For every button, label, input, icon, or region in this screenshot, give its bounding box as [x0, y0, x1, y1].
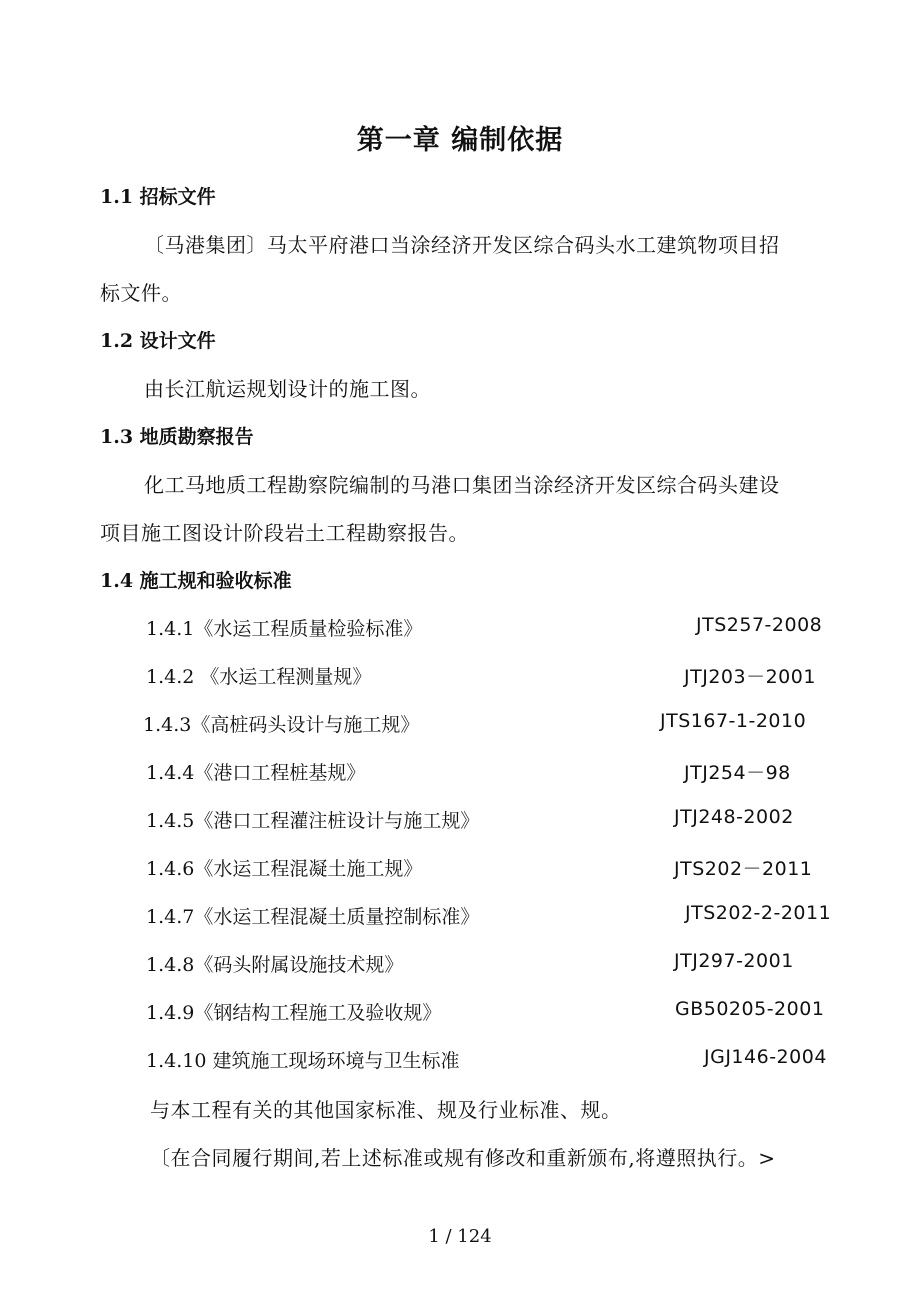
closing-line: 与本工程有关的其他国家标准、规及行业标准、规。 [150, 1098, 622, 1122]
section-heading-1-4: 1.4 施工规和验收标准 [100, 570, 292, 592]
standard-title: 1.4.3《高桩码头设计与施工规》 [143, 714, 420, 736]
paragraph-line: 〔马港集团〕马太平府港口当涂经济开发区综合码头水工建筑物项目招 [144, 233, 780, 257]
standard-title: 1.4.10 建筑施工现场环境与卫生标准 [146, 1050, 460, 1072]
standard-code: JTJ297-2001 [674, 950, 794, 972]
paragraph-line: 项目施工图设计阶段岩土工程勘察报告。 [100, 521, 469, 545]
page-number: 1 / 124 [428, 1226, 492, 1247]
standard-code: JTJ203－2001 [684, 666, 816, 688]
standard-code: JTS257-2008 [696, 614, 823, 636]
standard-code: JTS202-2-2011 [685, 902, 832, 924]
standard-title: 1.4.4《港口工程桩基规》 [146, 762, 366, 784]
standard-code: JTJ248-2002 [674, 806, 794, 828]
standard-title: 1.4.6《水运工程混凝土施工规》 [146, 858, 423, 880]
paragraph-line: 标文件。 [100, 281, 182, 305]
standard-code: GB50205-2001 [675, 998, 825, 1020]
standard-code: JTJ254－98 [684, 762, 791, 784]
standard-title: 1.4.1《水运工程质量检验标准》 [146, 618, 423, 640]
section-heading-1-2: 1.2 设计文件 [100, 330, 216, 352]
section-heading-1-3: 1.3 地质勘察报告 [100, 426, 254, 448]
paragraph-line: 化工马地质工程勘察院编制的马港口集团当涂经济开发区综合码头建设 [144, 473, 780, 497]
standard-title: 1.4.7《水运工程混凝土质量控制标准》 [146, 906, 480, 928]
paragraph-line: 由长江航运规划设计的施工图。 [144, 377, 431, 401]
standard-code: JGJ146-2004 [704, 1046, 827, 1068]
standard-code: JTS202－2011 [674, 858, 813, 880]
closing-line: 〔在合同履行期间,若上述标准或规有修改和重新颁布,将遵照执行。> [150, 1146, 776, 1170]
chapter-title: 第一章 编制依据 [356, 125, 564, 156]
standard-title: 1.4.8《码头附属设施技术规》 [146, 954, 404, 976]
standard-code: JTS167-1-2010 [660, 710, 807, 732]
section-heading-1-1: 1.1 招标文件 [100, 186, 216, 208]
standard-title: 1.4.9《钢结构工程施工及验收规》 [146, 1002, 442, 1024]
standard-title: 1.4.5《港口工程灌注桩设计与施工规》 [146, 810, 480, 832]
standard-title: 1.4.2 《水运工程测量规》 [146, 666, 372, 688]
